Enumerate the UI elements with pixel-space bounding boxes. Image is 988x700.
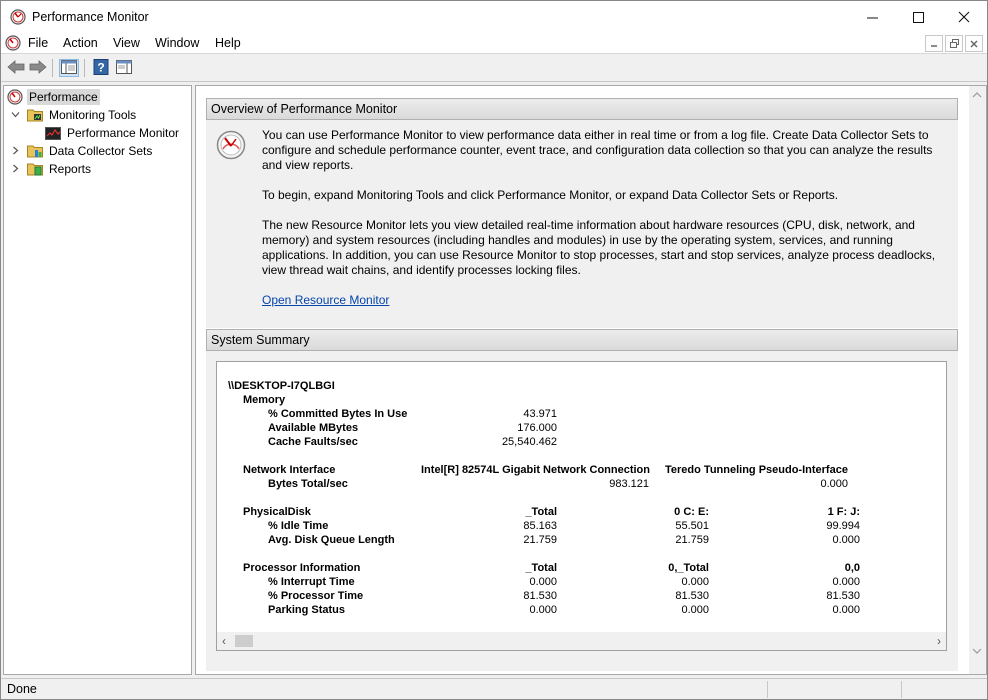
instance-header: Teredo Tunneling Pseudo-Interface xyxy=(665,464,848,476)
counter-value: 0.000 xyxy=(529,604,557,616)
overview-body xyxy=(206,120,958,328)
title-bar xyxy=(1,1,987,33)
counter-value: 983.121 xyxy=(609,478,649,490)
tree-item-label: Monitoring Tools xyxy=(49,108,137,122)
tree-item-label: Performance Monitor xyxy=(67,126,180,140)
scroll-right-icon[interactable]: › xyxy=(937,634,941,648)
network-group-label: Network Interface xyxy=(243,464,336,476)
tree-item-data-collector-sets[interactable] xyxy=(9,142,154,160)
console-tree xyxy=(3,85,192,675)
system-menu-icon[interactable] xyxy=(5,35,21,54)
window-title: Performance Monitor xyxy=(32,10,149,24)
menu-file[interactable]: File xyxy=(28,36,49,50)
counter-label: % Idle Time xyxy=(268,520,329,532)
counter-value: 81.530 xyxy=(675,590,709,602)
counter-value: 0.000 xyxy=(529,576,557,588)
show-action-pane-button[interactable] xyxy=(114,59,134,77)
toolbar-separator xyxy=(84,59,85,77)
system-summary-body xyxy=(206,351,958,671)
counter-label: Bytes Total/sec xyxy=(268,478,348,490)
counter-label: % Committed Bytes In Use xyxy=(268,408,408,420)
instance-header: Intel[R] 82574L Gigabit Network Connection xyxy=(421,464,650,476)
instance-header: 1 F: J: xyxy=(827,506,860,518)
menu-help[interactable]: Help xyxy=(215,36,241,50)
scroll-left-icon[interactable]: ‹ xyxy=(222,634,226,648)
counter-label: Available MBytes xyxy=(268,422,359,434)
status-bar xyxy=(1,678,987,699)
counter-value: 21.759 xyxy=(675,534,709,546)
counter-value: 0.000 xyxy=(681,604,709,616)
counter-value: 81.530 xyxy=(826,590,860,602)
counter-label: Parking Status xyxy=(268,604,346,616)
counter-label: Cache Faults/sec xyxy=(268,436,358,448)
console-tree-icon xyxy=(61,60,77,77)
action-pane-icon xyxy=(116,60,132,77)
memory-group-label: Memory xyxy=(243,394,286,406)
toolbar xyxy=(1,55,987,82)
counter-label: Avg. Disk Queue Length xyxy=(268,534,395,546)
counter-value: 0.000 xyxy=(832,534,860,546)
counter-value: 0.000 xyxy=(820,478,848,490)
overview-paragraph: To begin, expand Monitoring Tools and click Performance Monitor, or expand Data Collector Sets or Reports. xyxy=(262,188,839,202)
counter-value: 176.000 xyxy=(517,422,557,434)
overview-paragraph: You can use Performance Monitor to view performance data either in real time or from a log file. Create Data Collector Sets to configure and schedule performance counter, event trace, and configuration data collection so that you can analyze the results and view reports. xyxy=(262,128,933,172)
overview-text xyxy=(262,128,952,323)
folder-icon xyxy=(27,108,43,122)
tree-item-label: Performance xyxy=(29,90,98,104)
overview-paragraph: The new Resource Monitor lets you view detailed real-time information about hardware resources (CPU, disk, network, and memory) and system resources (including handles and modules) in use by the operating system, services, and running applications. In addition, you can use Resource Monitor to stop processes, start and stop services, analyze process deadlocks, view thread wait chains, and identify processes locking files. xyxy=(262,218,936,277)
instance-header: _Total xyxy=(525,506,557,518)
toolbar-separator xyxy=(52,59,53,77)
tree-item-monitoring-tools[interactable] xyxy=(9,106,138,124)
status-text: Done xyxy=(7,682,37,696)
counter-value: 43.971 xyxy=(523,408,557,420)
tree-item-label: Reports xyxy=(49,162,92,176)
processor-group-label: Processor Information xyxy=(243,562,361,574)
status-divider xyxy=(901,681,902,698)
instance-header: 0 C: E: xyxy=(674,506,709,518)
minimize-button[interactable] xyxy=(849,1,895,33)
counter-value: 0.000 xyxy=(681,576,709,588)
forward-arrow-icon xyxy=(29,60,47,77)
chevron-right-icon[interactable] xyxy=(9,146,21,157)
back-arrow-icon xyxy=(7,60,25,77)
chevron-right-icon[interactable] xyxy=(9,164,21,175)
instance-header: _Total xyxy=(525,562,557,574)
tree-item-label: Data Collector Sets xyxy=(49,144,153,158)
disk-group-label: PhysicalDisk xyxy=(243,506,311,518)
scrollbar-thumb[interactable] xyxy=(235,635,253,647)
instance-header: 0,_Total xyxy=(668,562,709,574)
chart-monitor-icon xyxy=(45,127,61,140)
counter-value: 99.994 xyxy=(826,520,860,532)
counter-value: 21.759 xyxy=(523,534,557,546)
overview-header[interactable]: Overview of Performance Monitor xyxy=(206,98,958,120)
instance-header: 0,0 xyxy=(844,562,860,574)
horizontal-scrollbar[interactable] xyxy=(217,632,946,650)
system-summary-frame[interactable] xyxy=(216,361,947,651)
counter-value: 55.501 xyxy=(675,520,709,532)
counter-value: 85.163 xyxy=(523,520,557,532)
system-summary-section xyxy=(206,329,958,671)
child-minimize-button[interactable] xyxy=(925,35,943,52)
results-pane xyxy=(195,85,987,675)
machine-name: \\DESKTOP-I7QLBGI xyxy=(228,380,335,392)
svg-text:?: ? xyxy=(97,60,105,74)
maximize-button[interactable] xyxy=(895,1,941,33)
forward-button[interactable] xyxy=(28,59,48,77)
menu-action[interactable]: Action xyxy=(63,36,98,50)
open-resource-monitor-link[interactable]: Open Resource Monitor xyxy=(262,293,390,307)
help-icon xyxy=(93,59,109,78)
counter-value: 0.000 xyxy=(832,604,860,616)
data-collector-folder-icon xyxy=(27,144,43,158)
counter-value: 81.530 xyxy=(523,590,557,602)
chevron-down-icon[interactable] xyxy=(9,110,21,121)
back-button[interactable] xyxy=(6,59,26,77)
scroll-down-icon[interactable] xyxy=(972,646,982,657)
vertical-scrollbar[interactable] xyxy=(969,86,986,674)
scroll-up-icon[interactable] xyxy=(972,90,982,101)
counter-label: % Processor Time xyxy=(268,590,364,602)
show-hide-console-tree-button[interactable] xyxy=(59,59,79,77)
reports-folder-icon xyxy=(27,162,43,176)
performance-gauge-icon xyxy=(216,130,246,163)
performance-icon xyxy=(7,89,23,105)
counter-label: % Interrupt Time xyxy=(268,576,355,588)
tree-item-performance-monitor[interactable] xyxy=(45,124,181,142)
close-button[interactable] xyxy=(941,1,987,33)
child-restore-button[interactable] xyxy=(945,35,963,52)
menu-bar xyxy=(1,33,987,54)
status-divider xyxy=(767,681,768,698)
menu-view[interactable]: View xyxy=(113,36,140,50)
performance-monitor-app-icon xyxy=(10,9,26,28)
overview-section xyxy=(206,98,958,328)
counter-value: 25,540.462 xyxy=(501,436,557,448)
tree-item-performance[interactable] xyxy=(7,88,100,106)
menu-window[interactable]: Window xyxy=(155,36,200,50)
child-close-button[interactable] xyxy=(965,35,983,52)
system-summary-table xyxy=(217,362,946,632)
child-window-controls xyxy=(925,35,983,52)
counter-value: 0.000 xyxy=(832,576,860,588)
help-button[interactable] xyxy=(91,59,111,77)
tree-item-reports[interactable] xyxy=(9,160,93,178)
system-summary-header[interactable]: System Summary xyxy=(206,329,958,351)
